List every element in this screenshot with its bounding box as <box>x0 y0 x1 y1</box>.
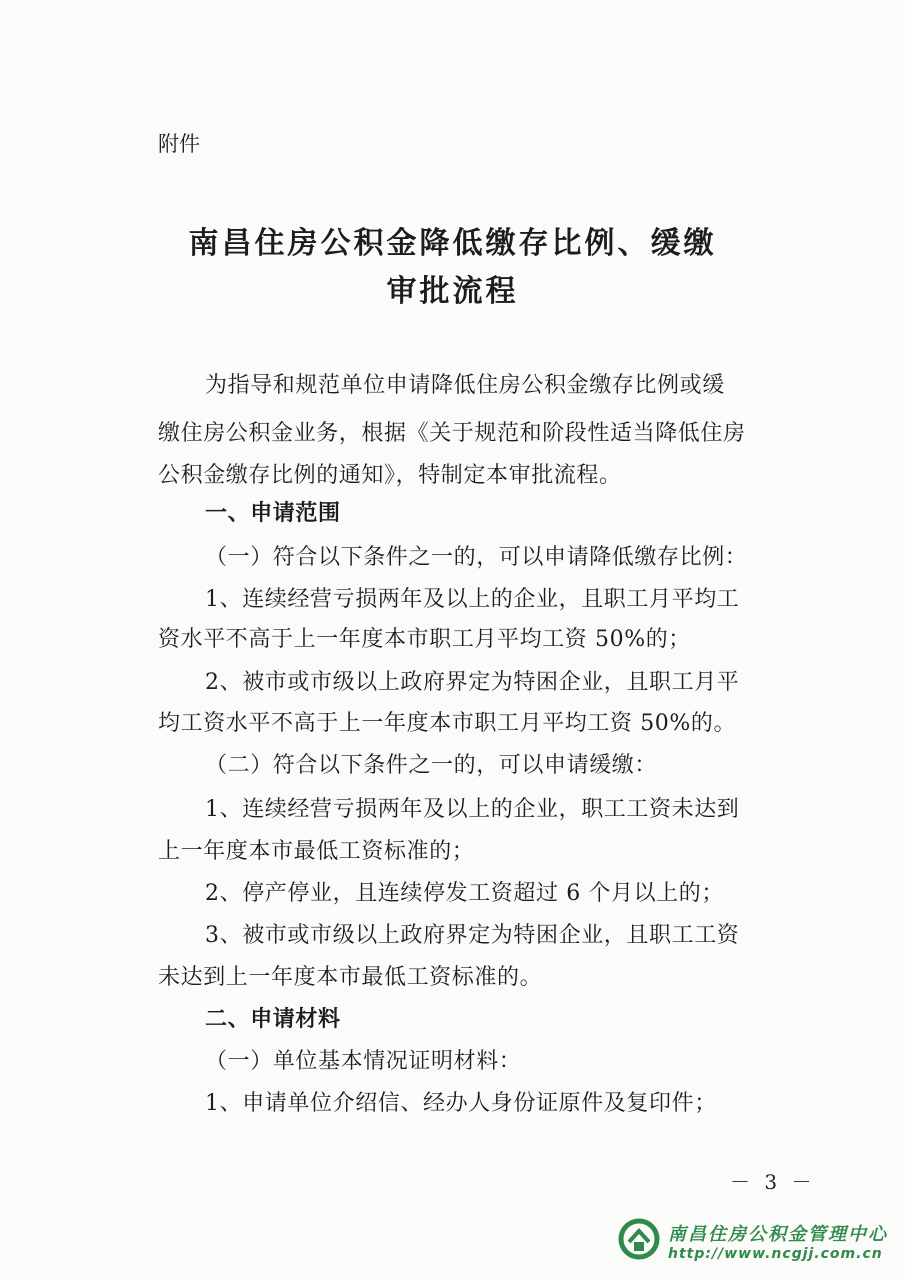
watermark-url: http://www.ncgjj.com.cn <box>668 1246 883 1262</box>
section-heading-scope: 一、申请范围 <box>205 501 341 526</box>
subsection-heading: （一）单位基本情况证明材料： <box>205 1049 522 1074</box>
list-item: 上一年度本市最低工资标准的； <box>158 839 475 864</box>
attachment-label: 附件 <box>158 132 200 156</box>
housing-fund-logo-icon <box>618 1218 660 1264</box>
document-title-line-1: 南昌住房公积金降低缴存比例、缓缴 <box>188 226 717 261</box>
intro-line: 为指导和规范单位申请降低住房公积金缴存比例或缓 <box>205 373 725 398</box>
page-number: － 3 － <box>730 1170 816 1194</box>
list-item: 资水平不高于上一年度本市职工月平均工资 50%的； <box>158 627 691 652</box>
subsection-heading: （二）符合以下条件之一的，可以申请缓缴： <box>205 753 658 778</box>
list-item: 2、被市或市级以上政府界定为特困企业，且职工月平 <box>205 670 740 695</box>
list-item: 均工资水平不高于上一年度本市职工月平均工资 50%的。 <box>158 711 737 736</box>
section-heading-materials: 二、申请材料 <box>205 1007 341 1032</box>
list-item: 1、连续经营亏损两年及以上的企业，且职工月平均工 <box>205 587 740 612</box>
list-item: 3、被市或市级以上政府界定为特困企业，且职工工资 <box>205 923 740 948</box>
list-item: 1、申请单位介绍信、经办人身份证原件及复印件； <box>205 1091 717 1116</box>
list-item: 未达到上一年度本市最低工资标准的。 <box>158 965 543 990</box>
list-item: 2、停产停业，且连续停发工资超过 6 个月以上的； <box>205 881 724 906</box>
list-item: 1、连续经营亏损两年及以上的企业，职工工资未达到 <box>205 797 740 822</box>
subsection-heading: （一）符合以下条件之一的，可以申请降低缴存比例： <box>205 545 748 570</box>
document-title-line-2: 审批流程 <box>386 274 519 309</box>
intro-line: 公积金缴存比例的通知》，特制定本审批流程。 <box>158 463 622 488</box>
intro-line: 缴住房公积金业务，根据《关于规范和阶段性适当降低住房 <box>158 421 746 446</box>
watermark-org-name: 南昌住房公积金管理中心 <box>668 1224 888 1245</box>
watermark-logo <box>618 1218 888 1264</box>
